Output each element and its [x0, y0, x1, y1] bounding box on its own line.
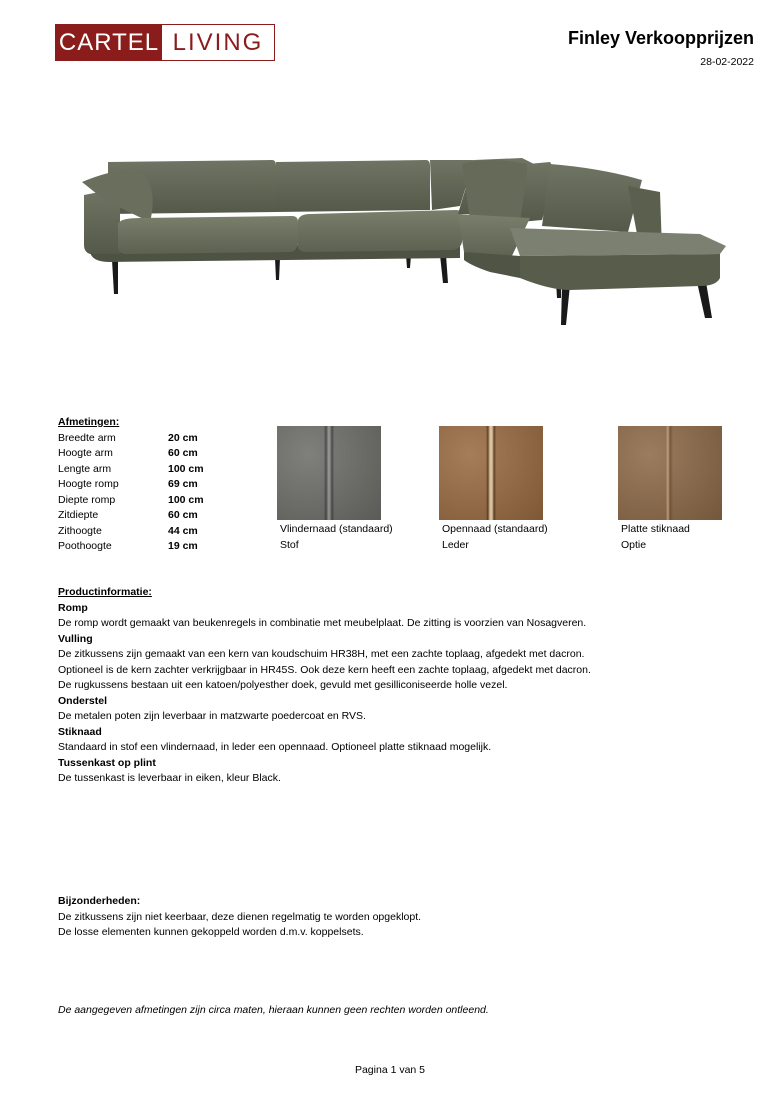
swatch-material-label: Stof	[280, 538, 299, 551]
section-text-line: De zitkussens zijn gemaakt van een kern van koudschuim HR38H, met een zachte toplaag, afgedekt met dacron.	[58, 648, 585, 660]
document-title: Finley Verkoopprijzen	[567, 28, 754, 48]
section-text-line: Optioneel is de kern zachter verkrijgbaar in HR45S. Ook deze kern heeft een zachte toplaag, afgedekt met dacron.	[58, 663, 591, 676]
swatch-caption-3	[621, 522, 771, 553]
section-title: Vulling	[58, 632, 93, 645]
swatch-caption-1	[280, 522, 430, 553]
dimension-label: Zithoogte	[58, 524, 102, 537]
document-date: 28-02-2022	[700, 56, 754, 68]
dimension-label: Zitdiepte	[58, 509, 99, 521]
section-text-line: De tussenkast is leverbaar in eiken, kleur Black.	[58, 772, 281, 784]
swatch-material-label: Leder	[442, 538, 469, 551]
swatch-seam-label: Opennaad (standaard)	[442, 523, 548, 535]
section-text-line: De romp wordt gemaakt van beukenregels in combinatie met meubelplaat. De zitting is voorzien van Nosagveren.	[58, 617, 587, 629]
swatch-seam-label: Platte stiknaad	[621, 523, 690, 535]
swatch-material-label: Optie	[621, 538, 647, 551]
dimensions-heading: Afmetingen:	[58, 416, 120, 428]
swatch-seam-label: Vlindernaad (standaard)	[280, 523, 393, 535]
dimension-value: 44 cm	[168, 524, 198, 537]
dimension-row	[58, 524, 258, 540]
section-text-line: De rugkussens bestaan uit een katoen/polyesther doek, gevuld met gesilliconiseerde holle vezel.	[58, 679, 508, 691]
dimension-row	[58, 493, 258, 509]
dimension-value: 19 cm	[168, 540, 198, 552]
swatch-caption-2	[442, 522, 592, 553]
section-title: Tussenkast op plint	[58, 756, 156, 769]
section-title: Onderstel	[58, 694, 108, 707]
section-text-line: De metalen poten zijn leverbaar in matzwarte poedercoat en RVS.	[58, 710, 366, 722]
disclaimer-text: De aangegeven afmetingen zijn circa maten, hieraan kunnen geen rechten worden ontleend.	[58, 1004, 489, 1016]
corner-sofa-image	[80, 150, 730, 330]
section-title: Stiknaad	[58, 725, 102, 738]
dimension-row	[58, 462, 258, 478]
product-info-block	[58, 585, 748, 787]
dimension-value: 69 cm	[168, 478, 198, 490]
dimension-label: Breedte arm	[58, 431, 116, 444]
dimension-label: Diepte romp	[58, 493, 116, 506]
dimension-label: Hoogte arm	[58, 447, 113, 459]
dimension-label: Lengte arm	[58, 462, 112, 475]
dimension-label: Poothoogte	[58, 540, 112, 552]
leather-swatch-flat-stitch	[618, 426, 722, 520]
dimension-value: 60 cm	[168, 447, 198, 459]
dimension-value: 100 cm	[168, 462, 204, 475]
details-heading: Bijzonderheden:	[58, 895, 141, 907]
dimension-row	[58, 446, 258, 462]
dimensions-block	[58, 415, 258, 555]
dimension-label: Hoogte romp	[58, 478, 119, 490]
leather-swatch-open-seam	[439, 426, 543, 520]
dimension-value: 100 cm	[168, 493, 204, 506]
page-number: Pagina 1 van 5	[354, 1064, 426, 1076]
section-text-line: Standaard in stof een vlindernaad, in leder een opennaad. Optioneel platte stiknaad mogelijk.	[58, 741, 492, 753]
section-title: Romp	[58, 601, 88, 614]
dimension-row	[58, 508, 258, 524]
dimension-value: 60 cm	[168, 509, 198, 521]
details-text-line: De losse elementen kunnen gekoppeld worden d.m.v. koppelsets.	[58, 926, 364, 938]
dimension-row	[58, 431, 258, 447]
fabric-swatch-butterfly-seam	[277, 426, 381, 520]
product-info-heading: Productinformatie:	[58, 586, 152, 598]
dimension-value: 20 cm	[168, 431, 198, 444]
dimension-row	[58, 539, 258, 555]
details-text-line: De zitkussens zijn niet keerbaar, deze dienen regelmatig te worden opgeklopt.	[58, 910, 422, 923]
brand-word-cartel: CARTEL	[56, 25, 162, 60]
brand-logo	[55, 24, 275, 61]
details-block	[58, 894, 748, 941]
dimension-row	[58, 477, 258, 493]
brand-word-living: LIVING	[172, 28, 264, 56]
